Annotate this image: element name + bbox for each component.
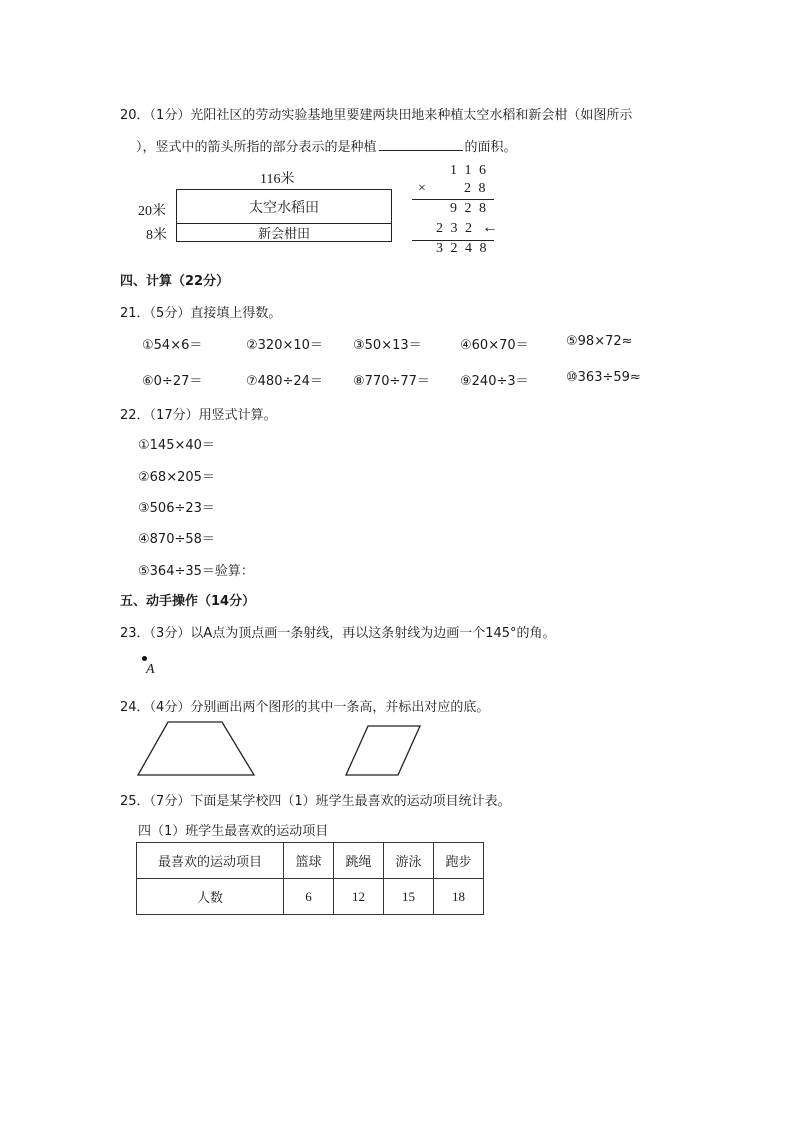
q22-title: 22．（17分）用竖式计算。: [120, 408, 277, 423]
q21-item: ②320×10＝: [246, 338, 323, 353]
point-a-label: A: [146, 662, 155, 677]
q21-item: ⑦480÷24＝: [246, 374, 323, 389]
table-header-cell: 游泳: [384, 843, 434, 879]
sports-table: [136, 842, 484, 915]
table-row: [137, 879, 484, 915]
table-cell: 6: [284, 879, 334, 915]
q22-item: ①145×40＝: [138, 438, 215, 453]
point-a-dot: [142, 656, 147, 661]
q25-title: 25．（7分）下面是某学校四（1）班学生最喜欢的运动项目统计表。: [120, 794, 511, 809]
table-row-label: 人数: [137, 879, 284, 915]
table-header-cell: 跳绳: [334, 843, 384, 879]
table-header-cell: 跑步: [434, 843, 484, 879]
trapezoid-shape: [138, 722, 254, 775]
answer-blank[interactable]: [379, 138, 463, 151]
vertical-row1: 1 1 6: [450, 163, 488, 178]
height-top-label: 20米: [138, 204, 166, 219]
vertical-times: ×: [418, 181, 426, 196]
orange-field-label: 新会柑田: [257, 227, 310, 242]
orange-field: [176, 223, 392, 242]
section4-title: 四、计算（22分）: [120, 274, 230, 289]
q22-item: ③506÷23＝: [138, 501, 215, 516]
q21-item: ⑧770÷77＝: [353, 374, 430, 389]
q21-item: ⑤98×72≈: [566, 334, 633, 349]
height-bottom-label: 8米: [146, 228, 167, 243]
table-header-cell: 最喜欢的运动项目: [137, 843, 284, 879]
q21-item: ④60×70＝: [460, 338, 529, 353]
vertical-row3: 9 2 8: [450, 201, 488, 216]
vertical-row2: 2 8: [464, 181, 488, 196]
q23-title: 23．（3分）以A点为顶点画一条射线，再以这条射线为边画一个145°的角。: [120, 626, 556, 641]
q20-line1: 20．（1分）光阳社区的劳动实验基地里要建两块田地来种植太空水稻和新会柑（如图所示: [120, 108, 633, 123]
rice-field: [176, 189, 392, 223]
q21-title: 21．（5分）直接填上得数。: [120, 306, 282, 321]
section5-title: 五、动手操作（14分）: [120, 594, 256, 609]
trapezoid-figure: [132, 718, 262, 780]
q22-item: ②68×205＝: [138, 470, 215, 485]
q22-item: ⑤364÷35＝验算：: [138, 564, 254, 579]
table-header-cell: 篮球: [284, 843, 334, 879]
vertical-row4: 2 3 2: [436, 221, 474, 236]
q20-line2-before: ），竖式中的箭头所指的部分表示的是种植: [136, 140, 377, 155]
arrow-icon: ←: [482, 219, 498, 236]
q21-item: ⑥0÷27＝: [142, 374, 203, 389]
parallelogram-figure: [340, 722, 426, 780]
vertical-line-1: [412, 199, 494, 200]
rice-field-label: 太空水稻田: [249, 199, 319, 216]
q24-title: 24．（4分）分别画出两个图形的其中一条高，并标出对应的底。: [120, 700, 490, 715]
table-cell: 15: [384, 879, 434, 915]
table-caption: 四（1）班学生最喜欢的运动项目: [138, 824, 329, 839]
q20-line2: [136, 136, 517, 155]
q20-line2-after: 的面积。: [464, 140, 517, 155]
parallelogram-shape: [346, 726, 420, 775]
table-header-row: [137, 843, 484, 879]
q21-item: ③50×13＝: [353, 338, 422, 353]
q21-item: ①54×6＝: [142, 338, 203, 353]
length-label: 116米: [260, 172, 295, 187]
q21-item: ⑩363÷59≈: [566, 370, 641, 385]
table-cell: 18: [434, 879, 484, 915]
q22-item: ④870÷58＝: [138, 532, 215, 547]
q21-item: ⑨240÷3＝: [460, 374, 529, 389]
vertical-row5: 3 2 4 8: [436, 241, 489, 256]
table-cell: 12: [334, 879, 384, 915]
